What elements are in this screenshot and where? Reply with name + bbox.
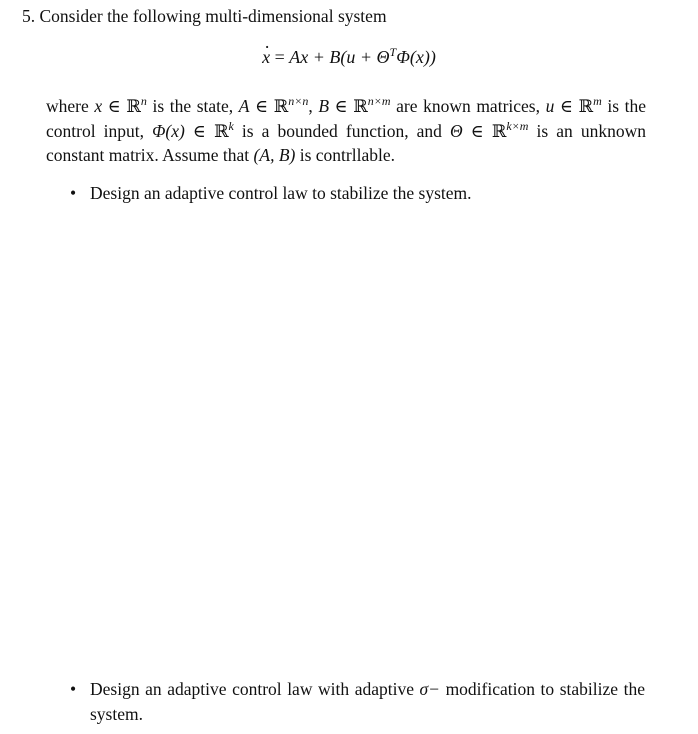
desc-sup: k xyxy=(228,118,234,133)
desc-text: where xyxy=(46,96,95,116)
bullet-text-part: modification to stabilize the system. xyxy=(90,679,645,724)
desc-sup: m xyxy=(593,94,602,109)
desc-math: u xyxy=(545,96,555,116)
equation-rhs-sup: T xyxy=(389,45,397,59)
desc-math: ∈ ℝ xyxy=(329,96,368,116)
desc-math: A xyxy=(238,96,250,116)
desc-sup: n xyxy=(140,94,147,109)
bullet-text: Design an adaptive control law to stabilize the system. xyxy=(90,183,472,203)
problem-heading xyxy=(22,6,387,27)
desc-math: Φ(x) xyxy=(152,120,185,141)
equation-lhs: · x xyxy=(262,47,270,68)
desc-math: ∈ ℝ xyxy=(554,96,594,116)
desc-text: is contrllable. xyxy=(295,145,395,165)
bullet-item-1 xyxy=(70,181,645,206)
bullet-dot-icon: • xyxy=(70,679,77,699)
sigma-symbol: σ− xyxy=(419,679,440,699)
bullet-text-part: Design an adaptive control law with adaptive xyxy=(90,679,420,699)
system-equation xyxy=(0,47,698,68)
equation-rhs-a: Ax + B(u + Θ xyxy=(289,47,390,67)
description-paragraph xyxy=(46,94,646,168)
desc-math: B xyxy=(318,96,330,116)
desc-text: is an unknown constant matrix. Assume that xyxy=(46,120,647,165)
desc-math: Θ xyxy=(450,120,463,141)
desc-math: ∈ ℝ xyxy=(184,120,229,141)
problem-intro: Consider the following multi-dimensional system xyxy=(39,6,387,26)
desc-text: is a bounded function, and xyxy=(233,120,451,141)
desc-math: ∈ ℝ xyxy=(462,120,507,141)
desc-text: is the state, xyxy=(146,96,239,116)
desc-sup: n×n xyxy=(288,94,309,109)
desc-math: x xyxy=(94,96,103,116)
desc-math: (A, B) xyxy=(253,145,296,165)
desc-math: ∈ ℝ xyxy=(249,96,289,116)
bullet-item-2 xyxy=(70,677,645,726)
desc-text: , xyxy=(308,96,319,116)
bullet-text xyxy=(90,677,645,726)
desc-text: are known matrices, xyxy=(390,96,546,116)
bullet-dot-icon: • xyxy=(70,183,77,203)
desc-text: is the control input, xyxy=(46,96,647,141)
equation-rhs-b: Φ(x)) xyxy=(396,47,436,67)
equation-equals: = xyxy=(270,47,290,67)
desc-math: ∈ ℝ xyxy=(102,96,141,116)
desc-sup: n×m xyxy=(367,94,391,109)
problem-number: 5. xyxy=(22,6,36,26)
desc-sup: k×m xyxy=(506,118,529,133)
